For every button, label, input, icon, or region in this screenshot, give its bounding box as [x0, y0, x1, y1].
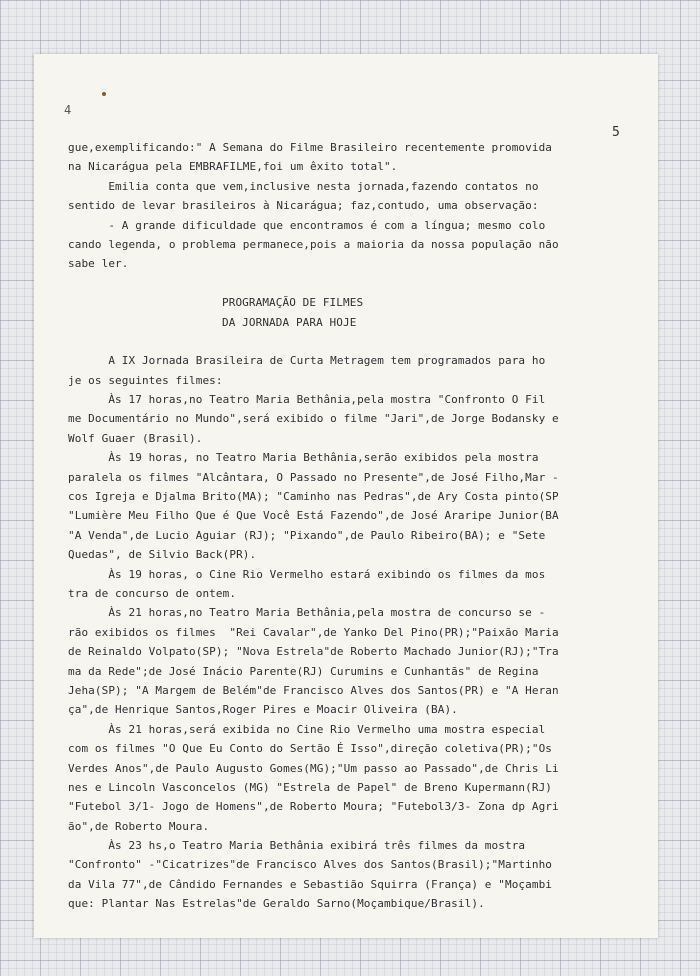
text-line: ão",de Roberto Moura. — [68, 819, 210, 833]
text-line: da Vila 77",de Cândido Fernandes e Sebastião Squirra (França) e "Moçambi — [68, 877, 553, 891]
text-line: Emilia conta que vem,inclusive nesta jornada,fazendo contatos no — [68, 179, 539, 193]
text-line: gue,exemplificando:" A Semana do Filme Brasileiro recentemente promovida — [68, 141, 553, 154]
document-body — [68, 138, 638, 914]
text-line: Às 23 hs,o Teatro Maria Bethânia exibirá três filmes da mostra — [68, 839, 526, 853]
text-line: Wolf Guaer (Brasil). — [68, 431, 203, 445]
section-subheading: DA JORNADA PARA HOJE — [222, 315, 357, 329]
text-line: tra de concurso de ontem. — [68, 586, 237, 600]
text-line: "Confronto" -"Cicatrizes"de Francisco Alves dos Santos(Brasil);"Martinho — [68, 858, 553, 872]
text-line: "Lumière Meu Filho Que é Que Você Está Fazendo",de José Araripe Junior(BA — [68, 509, 559, 523]
text-line: de Reinaldo Volpato(SP); "Nova Estrela"de Roberto Machado Junior(RJ);"Tra — [68, 645, 559, 659]
ink-dot — [102, 92, 106, 96]
text-line: sabe ler. — [68, 257, 129, 271]
typewritten-page — [34, 54, 658, 938]
text-line: "A Venda",de Lucio Aguiar (RJ); "Pixando",de Paulo Ribeiro(BA); e "Sete — [68, 528, 546, 542]
text-line: Verdes Anos",de Paulo Augusto Gomes(MG);"Um passo ao Passado",de Chris Li — [68, 761, 559, 775]
margin-mark: 4 — [64, 103, 72, 117]
text-line: cando legenda, o problema permanece,pois a maioria da nossa população não — [68, 237, 559, 251]
page-number: 5 — [612, 125, 620, 140]
text-line: Às 19 horas, no Teatro Maria Bethânia,serão exibidos pela mostra — [68, 451, 539, 465]
text-line: que: Plantar Nas Estrelas"de Geraldo Sarno(Moçambique/Brasil). — [68, 897, 485, 911]
text-line: com os filmes "O Que Eu Conto do Sertão É Isso",direção coletiva(PR);"Os — [68, 742, 553, 756]
text-line: paralela os filmes "Alcântara, O Passado no Presente",de José Filho,Mar - — [68, 470, 559, 484]
text-line: nes e Lincoln Vasconcelos (MG) "Estrela de Papel" de Breno Kupermann(RJ) — [68, 780, 553, 794]
text-line: Às 21 horas,no Teatro Maria Bethânia,pela mostra de concurso se - — [68, 606, 546, 620]
text-line: A IX Jornada Brasileira de Curta Metragem tem programados para ho — [68, 354, 546, 368]
text-line: na Nicarágua pela EMBRAFILME,foi um êxito total". — [68, 160, 398, 174]
text-line: ça",de Henrique Santos,Roger Pires e Moacir Oliveira (BA). — [68, 703, 458, 717]
text-line: "Futebol 3/1- Jogo de Homens",de Roberto Moura; "Futebol3/3- Zona dp Agri — [68, 800, 559, 814]
text-line: cos Igreja e Djalma Brito(MA); "Caminho nas Pedras",de Ary Costa pinto(SP — [68, 490, 559, 504]
text-line: ma da Rede";de José Inácio Parente(RJ) Curumins e Cunhantãs" de Regina — [68, 664, 539, 678]
text-line: rão exibidos os filmes "Rei Cavalar",de Yanko Del Pino(PR);"Paixão Maria — [68, 625, 559, 639]
text-line: je os seguintes filmes: — [68, 373, 223, 387]
text-line: Às 19 horas, o Cine Rio Vermelho estará exibindo os filmes da mos — [68, 567, 546, 581]
text-line: - A grande dificuldade que encontramos é com a língua; mesmo colo — [68, 218, 546, 232]
text-line: sentido de levar brasileiros à Nicarágua; faz,contudo, uma observação: — [68, 199, 539, 213]
text-line: Às 17 horas,no Teatro Maria Bethânia,pela mostra "Confronto O Fil — [68, 393, 546, 407]
text-line: Quedas", de Silvio Back(PR). — [68, 548, 257, 562]
text-line: Às 21 horas,será exibida no Cine Rio Vermelho uma mostra especial — [68, 722, 546, 736]
text-line: Jeha(SP); "A Margem de Belém"de Francisco Alves dos Santos(PR) e "A Heran — [68, 683, 559, 697]
text-line: me Documentário no Mundo",será exibido o filme "Jari",de Jorge Bodansky e — [68, 412, 559, 426]
section-heading: PROGRAMAÇÃO DE FILMES — [222, 296, 364, 310]
